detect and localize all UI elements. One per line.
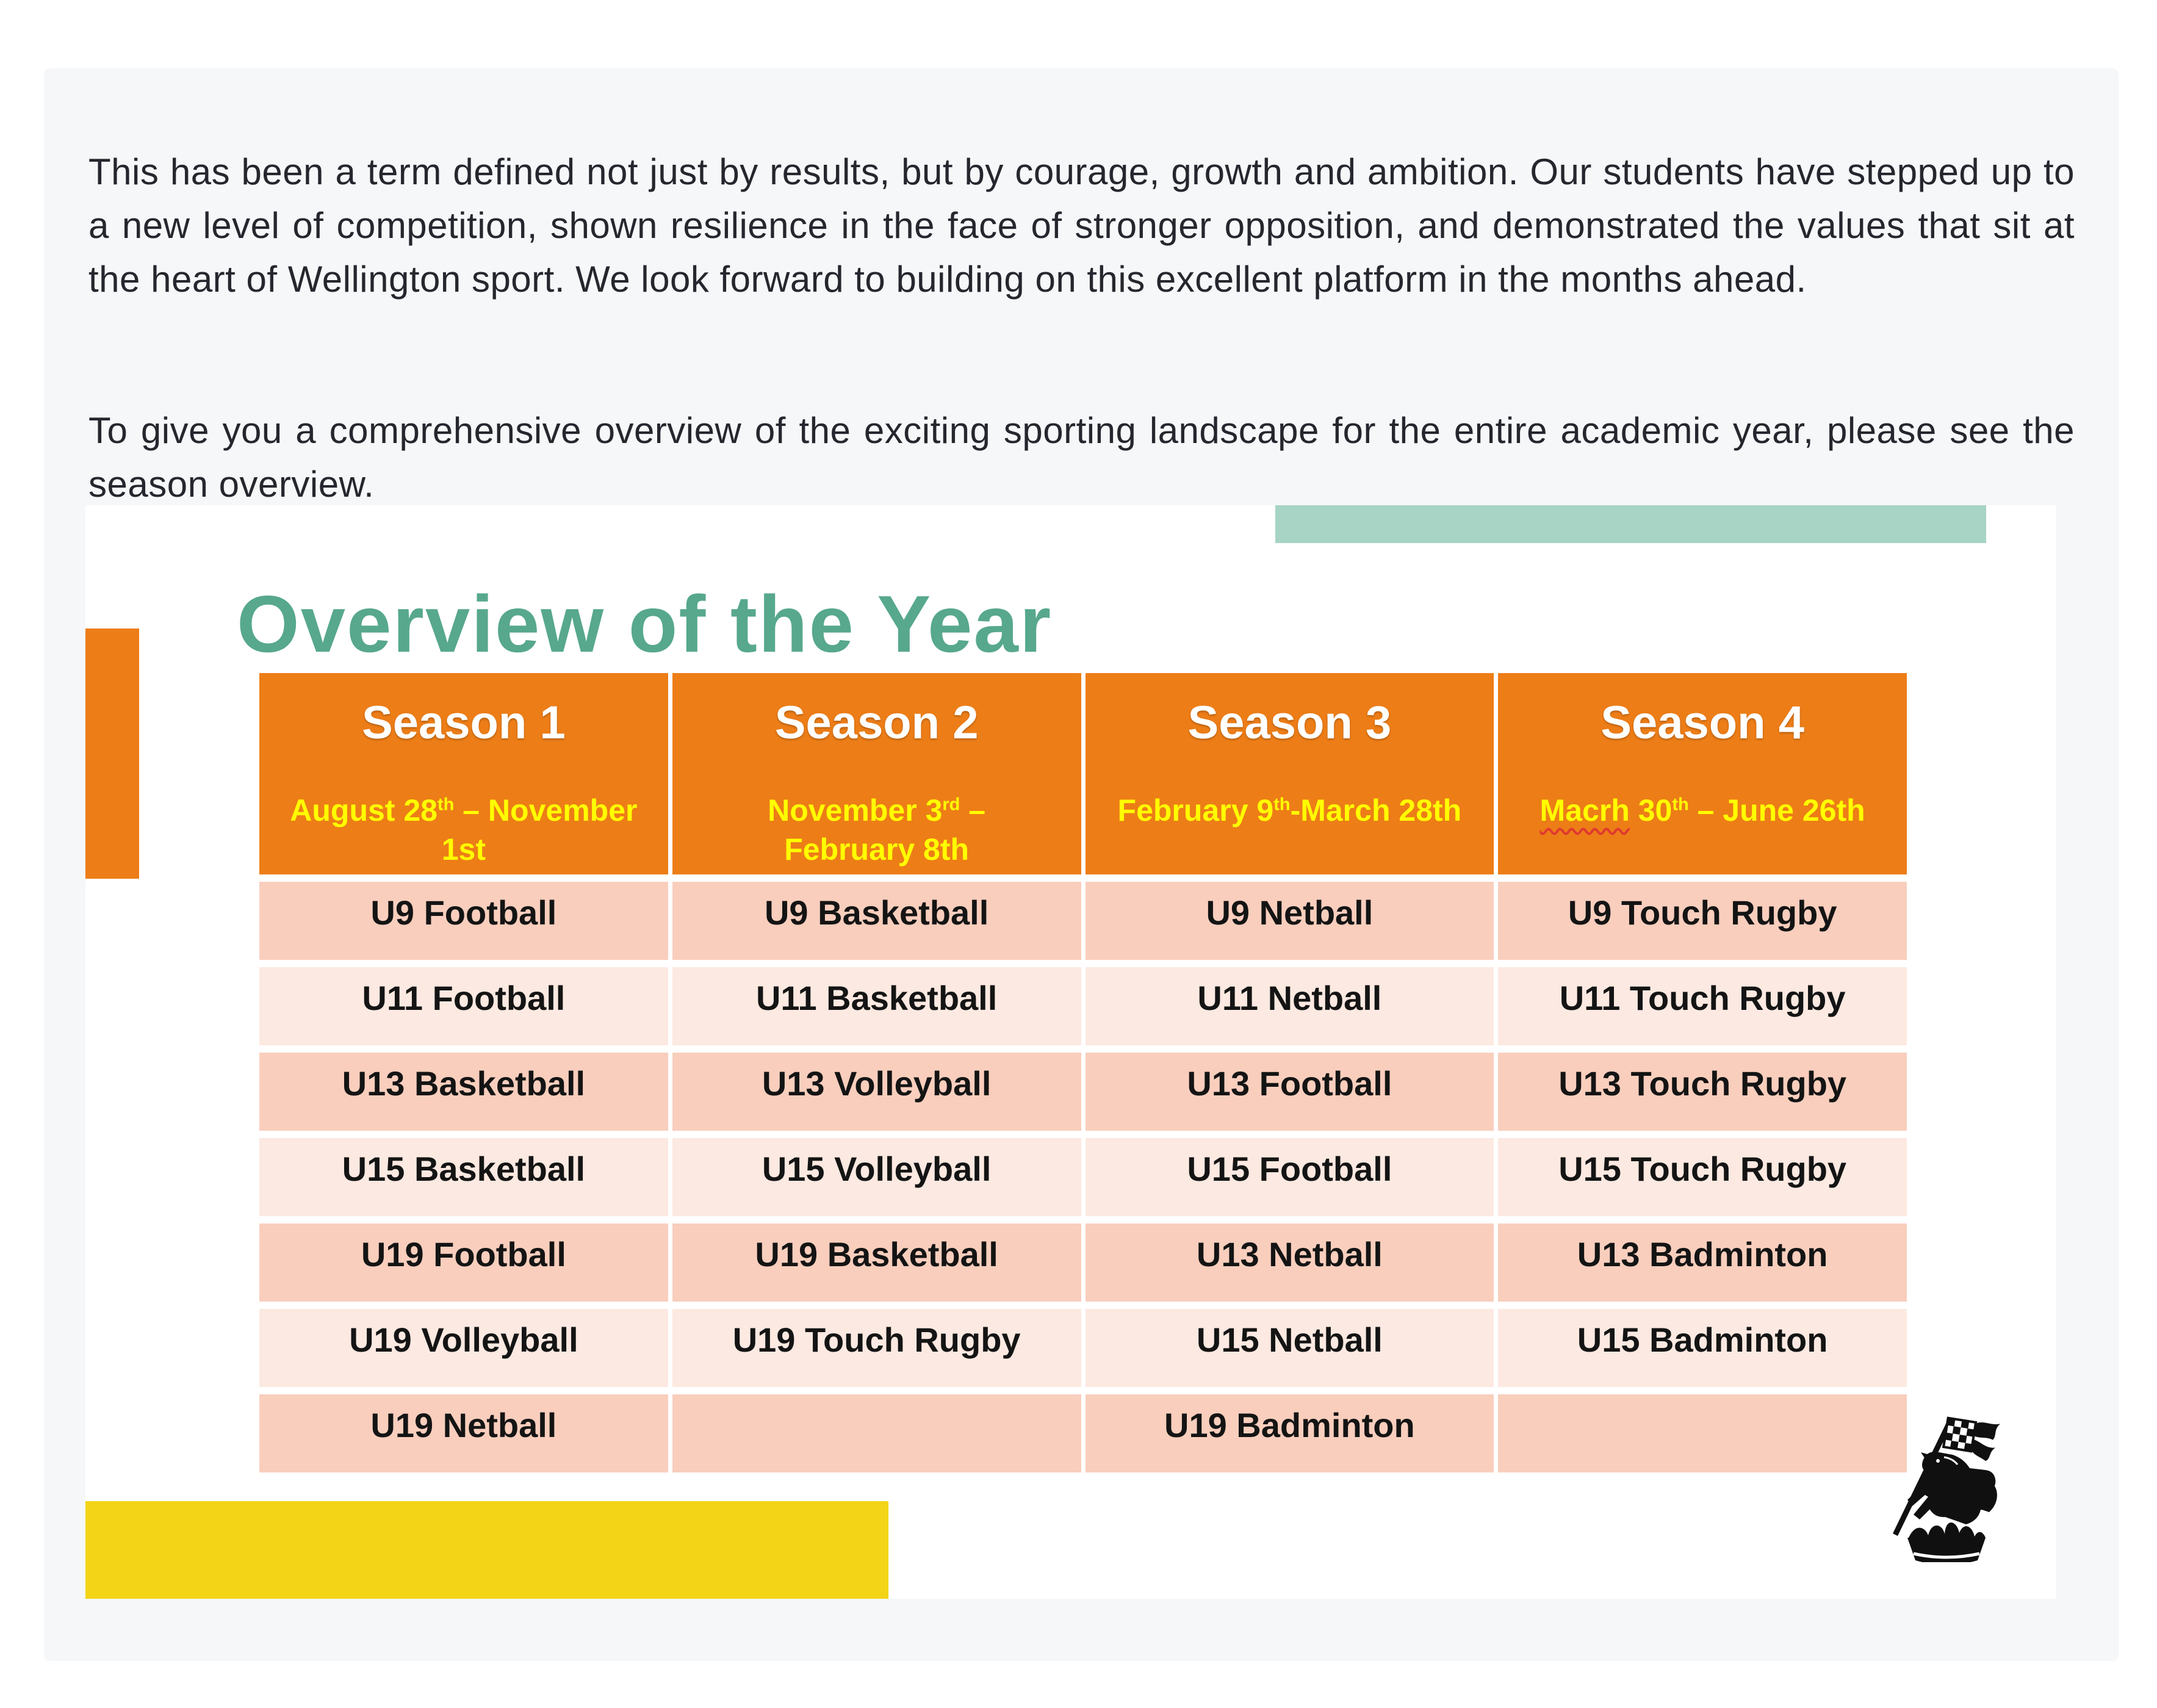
teal-accent-bar bbox=[1275, 505, 1986, 543]
season-header-cell-3 bbox=[1086, 673, 1494, 874]
sport-cell: U11 Football bbox=[259, 967, 668, 1045]
sport-cell: U9 Football bbox=[259, 882, 668, 960]
sport-cell-empty bbox=[1498, 1394, 1907, 1472]
sport-cell: U13 Basketball bbox=[259, 1053, 668, 1131]
slide-title: Overview of the Year bbox=[237, 579, 1053, 669]
sport-cell: U15 Football bbox=[1086, 1138, 1494, 1216]
sport-cell: U19 Touch Rugby bbox=[672, 1309, 1081, 1387]
sport-cell: U13 Badminton bbox=[1498, 1223, 1907, 1302]
sport-cell: U19 Basketball bbox=[672, 1223, 1081, 1302]
season-header-cell-4 bbox=[1498, 673, 1907, 874]
misspelled-word: Macrh bbox=[1539, 793, 1630, 827]
sport-cell: U19 Netball bbox=[259, 1394, 668, 1472]
sport-cell: U13 Netball bbox=[1086, 1223, 1494, 1302]
crest-lion-flag-crown-icon bbox=[1885, 1410, 2008, 1562]
sport-cell: U11 Basketball bbox=[672, 967, 1081, 1045]
intro-paragraph: This has been a term defined not just by results, but by courage, growth and ambition. Our students have stepped up to a new level of competition, shown resilience in the face of stronger opposition, and demonstrated the values that sit at the heart of Wellington sport. We look forward to building on this excellent platform in the months ahead. bbox=[88, 151, 2075, 300]
sport-cell: U19 Football bbox=[259, 1223, 668, 1302]
season-dates: February 9th-March 28th bbox=[1117, 793, 1462, 827]
yellow-accent-bar bbox=[85, 1501, 888, 1599]
sport-cell: U15 Touch Rugby bbox=[1498, 1138, 1907, 1216]
sport-cell: U9 Basketball bbox=[672, 882, 1081, 960]
sport-cell: U15 Netball bbox=[1086, 1309, 1494, 1387]
orange-accent-block bbox=[85, 629, 139, 879]
season-title: Season 2 bbox=[774, 697, 979, 749]
sport-cell: U13 Football bbox=[1086, 1053, 1494, 1131]
season-title: Season 3 bbox=[1187, 697, 1392, 749]
sport-cell: U15 Volleyball bbox=[672, 1138, 1081, 1216]
sport-cell: U13 Touch Rugby bbox=[1498, 1053, 1907, 1131]
sport-cell: U19 Volleyball bbox=[259, 1309, 668, 1387]
overview-lead-paragraph: To give you a comprehensive overview of the exciting sporting landscape for the entire academic year, please see the season overview. bbox=[88, 410, 2075, 505]
sport-cell: U11 Touch Rugby bbox=[1498, 967, 1907, 1045]
season-title: Season 1 bbox=[362, 697, 566, 749]
sport-cell: U11 Netball bbox=[1086, 967, 1494, 1045]
season-overview-slide bbox=[85, 505, 2056, 1599]
season-header-cell-2 bbox=[672, 673, 1081, 874]
sport-cell: U9 Touch Rugby bbox=[1498, 882, 1907, 960]
season-dates: November 3rd – February 8th bbox=[768, 793, 986, 867]
school-crest-logo bbox=[1885, 1410, 2008, 1562]
sport-cell-empty bbox=[672, 1394, 1081, 1472]
sport-cell: U19 Badminton bbox=[1086, 1394, 1494, 1472]
sport-cell: U13 Volleyball bbox=[672, 1053, 1081, 1131]
season-table bbox=[259, 673, 1907, 1472]
season-dates: August 28th – November 1st bbox=[290, 793, 638, 867]
season-title: Season 4 bbox=[1601, 697, 1804, 749]
season-header-cell-1 bbox=[259, 673, 668, 874]
sport-cell: U9 Netball bbox=[1086, 882, 1494, 960]
sport-cell: U15 Basketball bbox=[259, 1138, 668, 1216]
sport-cell: U15 Badminton bbox=[1498, 1309, 1907, 1387]
season-dates: Macrh 30th – June 26th bbox=[1539, 793, 1865, 827]
